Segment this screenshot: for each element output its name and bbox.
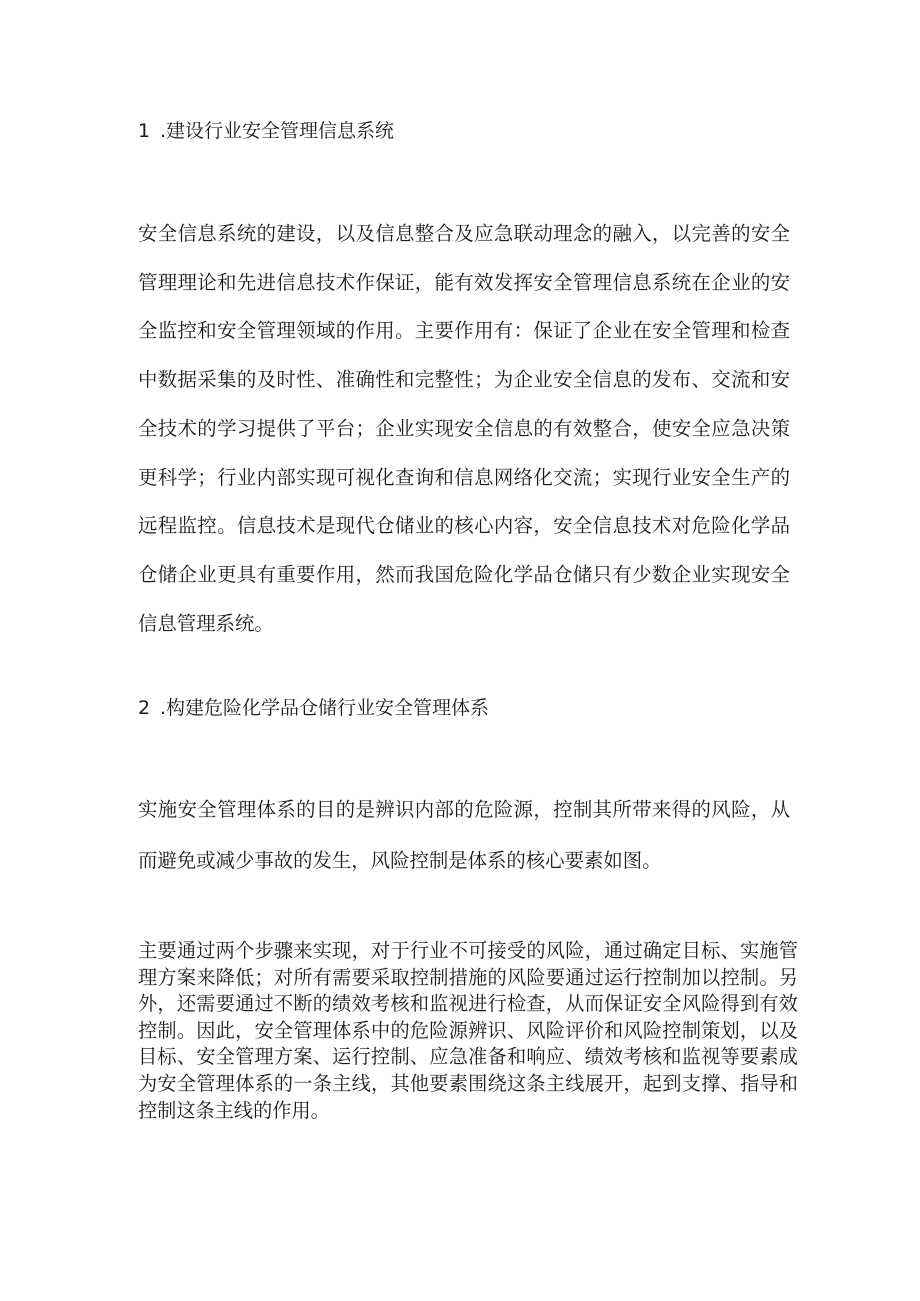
section-2-title: .构建危险化学品仓储行业安全管理体系 xyxy=(160,697,490,719)
section-2-paragraph-2: 主要通过两个步骤来实现，对于行业不可接受的风险，通过确定目标、实施管理方案来降低；对所有需要采取控制措施的风险要通过运行控制加以控制。另外，还需要通过不断的绩效考核和监视进行检查，从而保证安全风险得到有效控制。因此，安全管理体系中的危险源辨识、风险评价和风险控制策划，以及目标、安全管理方案、运行控制、应急准备和响应、绩效考核和监视等要素成为安全管理体系的一条主线，其他要素围绕这条主线展开，起到支撑、指导和控制这条主线的作用。 xyxy=(138,939,798,1122)
section-2-paragraph-1: 实施安全管理体系的目的是辨识内部的危险源，控制其所带来得的风险，从而避免或减少事故的发生，风险控制是体系的核心要素如图。 xyxy=(138,798,790,872)
section-1-heading xyxy=(138,118,394,144)
section-1-number: 1 xyxy=(138,120,151,142)
section-2-number: 2 xyxy=(138,697,151,719)
section-1-title: .建设行业安全管理信息系统 xyxy=(160,120,395,142)
section-2-heading xyxy=(138,695,489,721)
section-1-paragraph: 安全信息系统的建设，以及信息整合及应急联动理念的融入，以完善的安全管理理论和先进信息技术作保证，能有效发挥安全管理信息系统在企业的安全监控和安全管理领域的作用。主要作用有：保证了企业在安全管理和检查中数据采集的及时性、准确性和完整性；为企业安全信息的发布、交流和安全技术的学习提供了平台；企业实现安全信息的有效整合，使安全应急决策更科学；行业内部实现可视化查询和信息网络化交流；实现行业安全生产的远程监控。信息技术是现代仓储业的核心内容，安全信息技术对危险化学品仓储企业更具有重要作用，然而我国危险化学品仓储只有少数企业实现安全信息管理系统。 xyxy=(138,222,790,635)
